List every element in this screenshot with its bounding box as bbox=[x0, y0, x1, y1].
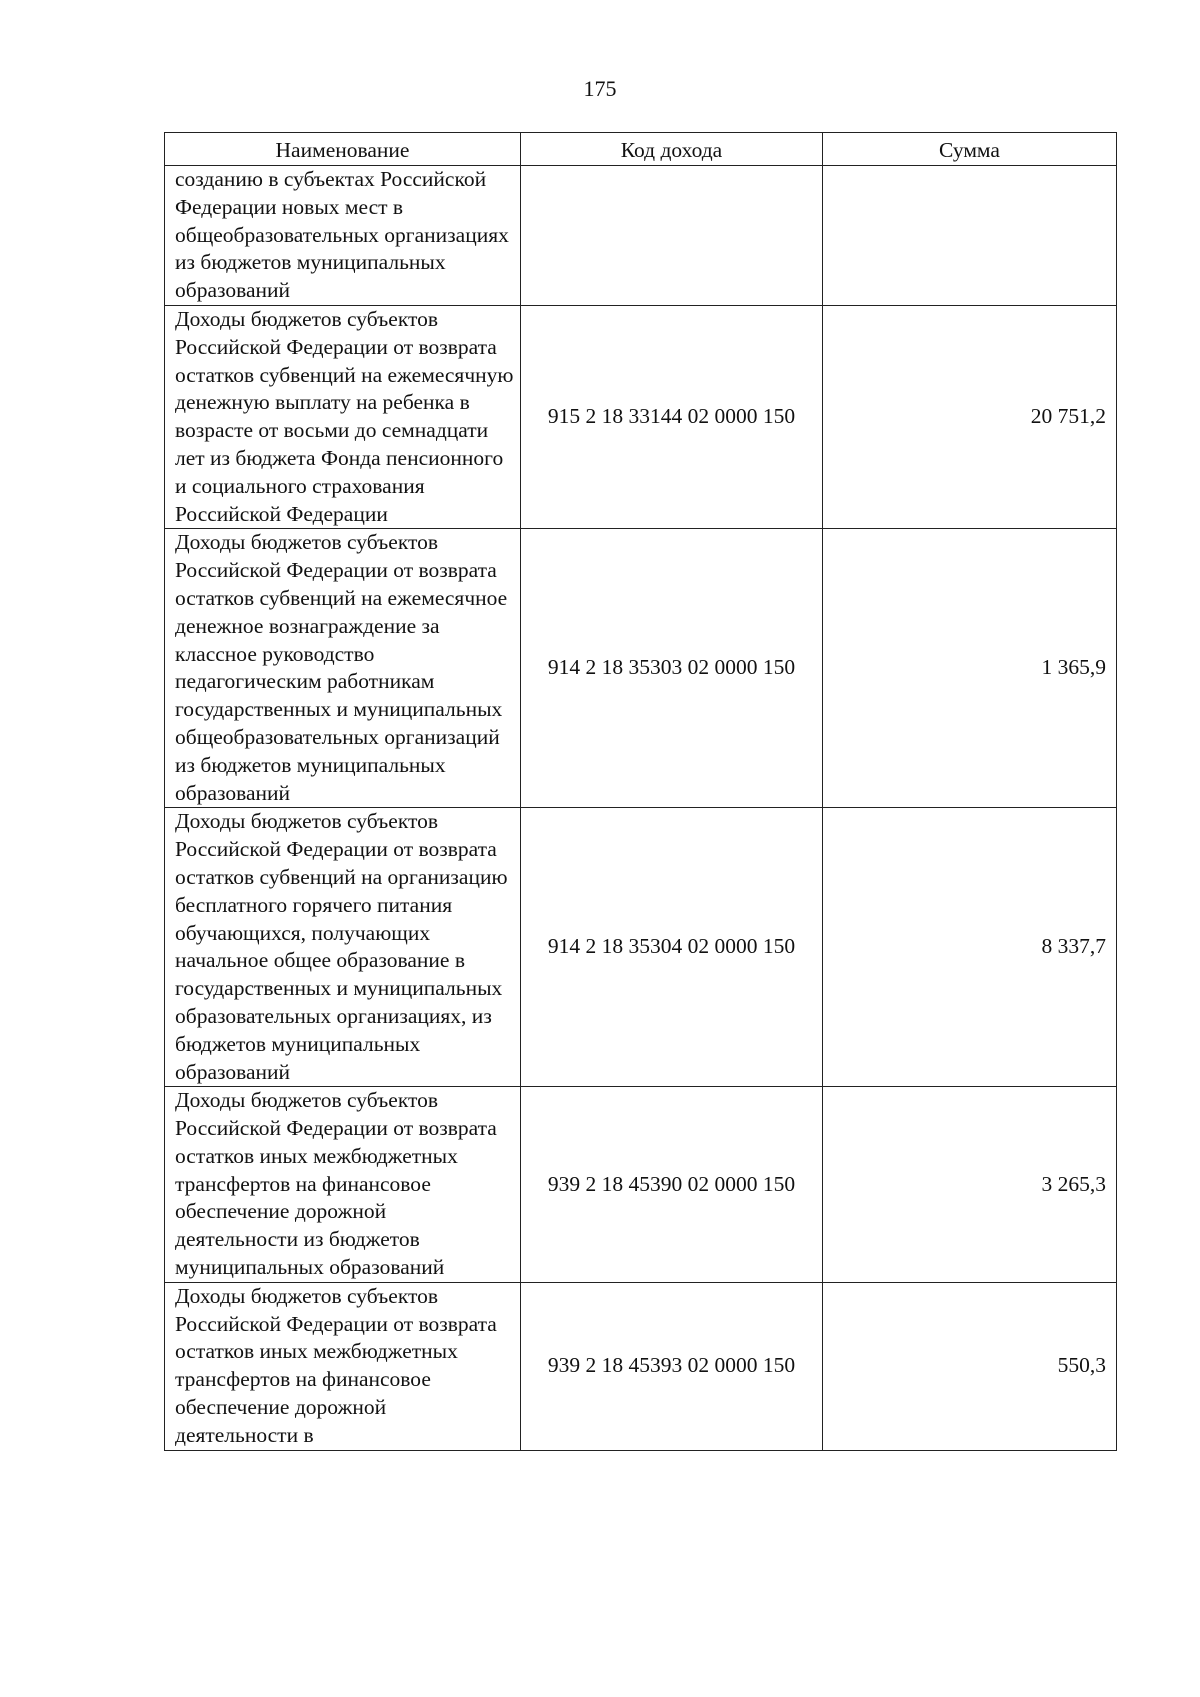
table-row bbox=[165, 808, 1117, 1087]
row-name-cell: созданию в субъектах Российской Федерации новых мест в общеобразовательных организациях из бюджетов муниципальных образований bbox=[165, 166, 521, 306]
row-sum-cell: 1 365,9 bbox=[823, 529, 1117, 808]
row-code-cell bbox=[521, 166, 823, 306]
table-header-row bbox=[165, 133, 1117, 166]
row-sum-cell: 20 751,2 bbox=[823, 305, 1117, 528]
table-row bbox=[165, 166, 1117, 306]
revenue-table bbox=[164, 132, 1117, 1451]
row-name-cell: Доходы бюджетов субъектов Российской Федерации от возврата остатков иных межбюджетных трансфертов на финансовое обеспечение дорожной деятельности в bbox=[165, 1282, 521, 1450]
column-header-name: Наименование bbox=[165, 133, 521, 166]
row-code-cell: 939 2 18 45393 02 0000 150 bbox=[521, 1282, 823, 1450]
row-sum-cell: 8 337,7 bbox=[823, 808, 1117, 1087]
column-header-code: Код дохода bbox=[521, 133, 823, 166]
row-sum-cell bbox=[823, 166, 1117, 306]
table-row bbox=[165, 1087, 1117, 1283]
row-code-cell: 914 2 18 35304 02 0000 150 bbox=[521, 808, 823, 1087]
row-sum-cell: 3 265,3 bbox=[823, 1087, 1117, 1283]
table-row bbox=[165, 305, 1117, 528]
column-header-sum: Сумма bbox=[823, 133, 1117, 166]
row-code-cell: 939 2 18 45390 02 0000 150 bbox=[521, 1087, 823, 1283]
page-number: 175 bbox=[583, 76, 617, 101]
row-name-cell: Доходы бюджетов субъектов Российской Федерации от возврата остатков субвенций на ежемесячную денежную выплату на ребенка в возрасте от восьми до семнадцати лет из бюджета Фонда пенсионного и социального страхования Российской Федерации bbox=[165, 305, 521, 528]
row-name-cell: Доходы бюджетов субъектов Российской Федерации от возврата остатков иных межбюджетных трансфертов на финансовое обеспечение дорожной деятельности из бюджетов муниципальных образований bbox=[165, 1087, 521, 1283]
row-name-cell: Доходы бюджетов субъектов Российской Федерации от возврата остатков субвенций на организацию бесплатного горячего питания обучающихся, получающих начальное общее образование в государственных и муниципальных образовательных организациях, из бюджетов муниципальных образований bbox=[165, 808, 521, 1087]
table-row bbox=[165, 529, 1117, 808]
row-sum-cell: 550,3 bbox=[823, 1282, 1117, 1450]
row-code-cell: 914 2 18 35303 02 0000 150 bbox=[521, 529, 823, 808]
row-name-cell: Доходы бюджетов субъектов Российской Федерации от возврата остатков субвенций на ежемесячное денежное вознаграждение за классное руководство педагогическим работникам государственных и муниципальных общеобразовательных организаций из бюджетов муниципальных образований bbox=[165, 529, 521, 808]
table-row bbox=[165, 1282, 1117, 1450]
row-code-cell: 915 2 18 33144 02 0000 150 bbox=[521, 305, 823, 528]
